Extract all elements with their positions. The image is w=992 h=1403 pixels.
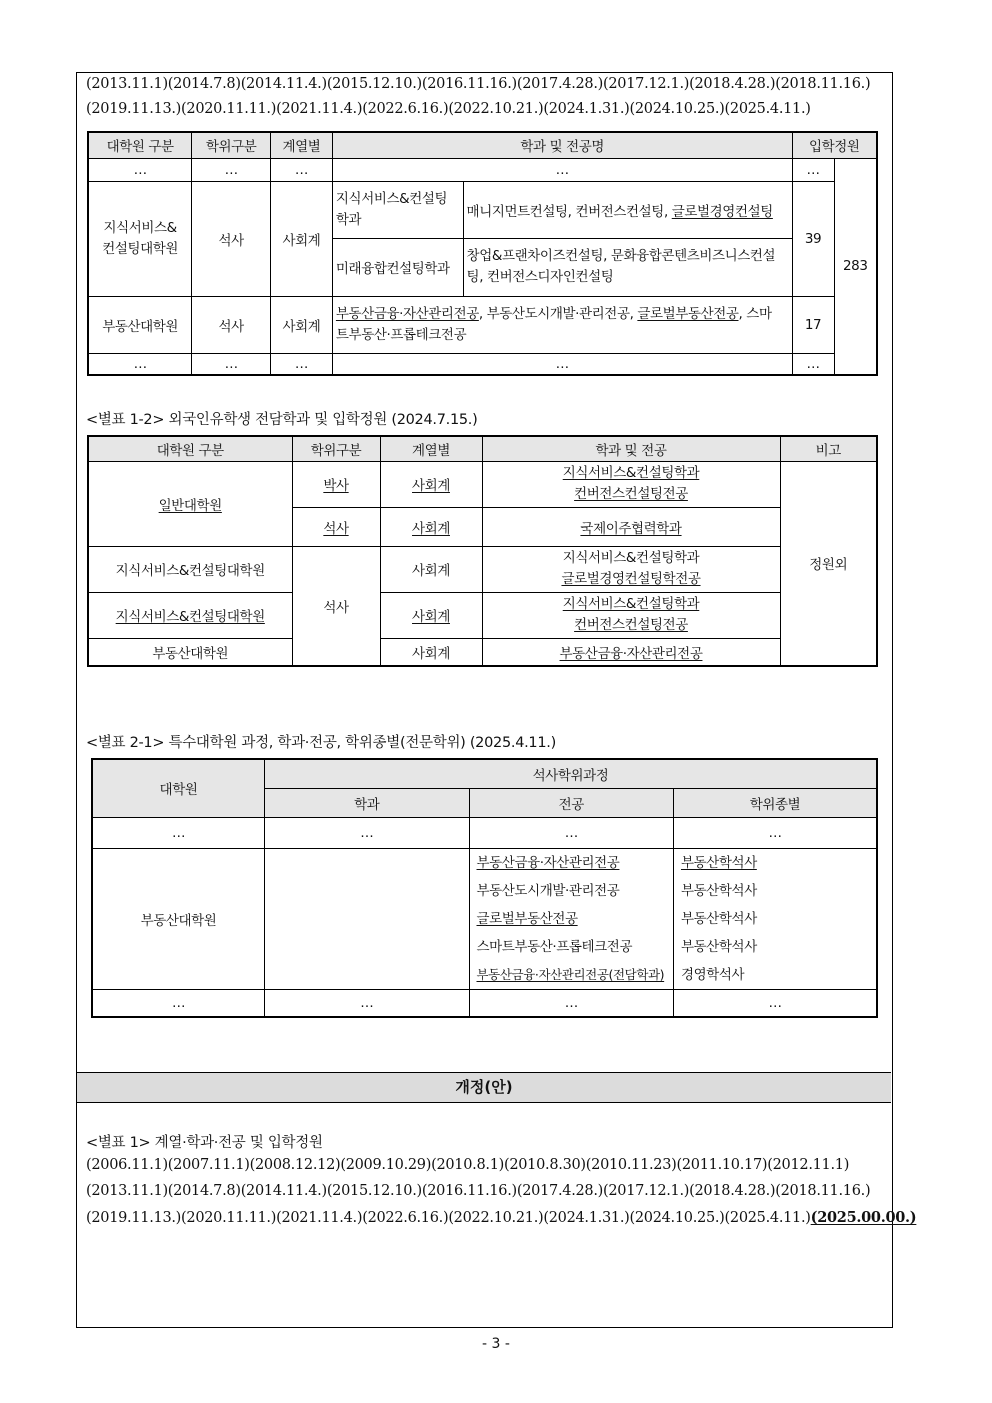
quota-cell: 17	[792, 296, 834, 353]
table-row	[92, 848, 877, 989]
table-header-row	[92, 759, 877, 788]
table-row	[88, 546, 877, 592]
field-cell: 사회계	[271, 181, 333, 296]
field-cell: 사회계	[380, 546, 482, 592]
field-cell: 사회계	[380, 638, 482, 666]
grad-cell	[88, 592, 292, 638]
grad-name: 일반대학원	[158, 497, 222, 514]
revision-dates-line2: (2013.11.1)(2014.7.8)(2014.11.4.)(2015.12.10.)(2016.11.16.)(2017.4.28.)(2017.12.1.)(2018.4.28.)(2018.11.16.)	[86, 1183, 871, 1199]
majors-cell	[469, 848, 673, 989]
majors-line: 트부동산·프롭테크전공	[335, 326, 467, 343]
dept-cell	[482, 592, 780, 638]
note-cell: 정원외	[780, 461, 877, 666]
col-field-header: 계열별	[380, 436, 482, 461]
list-item: 부동산학석사	[680, 882, 757, 899]
field-cell	[380, 507, 482, 546]
table-row	[92, 989, 877, 1017]
dept-cell	[332, 181, 463, 238]
col-dept-header: 학과	[265, 788, 469, 817]
majors-line: 창업&프랜차이즈컨설팅, 문화융합콘텐츠비즈니스컨설	[466, 248, 776, 265]
admission-quota-table	[87, 131, 878, 376]
field-cell	[380, 461, 482, 507]
field-name: 사회계	[412, 520, 450, 537]
grad-name: 지식서비스&컨설팅대학원	[115, 609, 265, 625]
table-header-row	[88, 436, 877, 461]
grad-cell: 부동산대학원	[92, 848, 265, 989]
majors-text: 매니지먼트컨설팅, 컨버전스컨설팅,	[466, 203, 672, 220]
ellipsis-cell: …	[88, 353, 192, 375]
degree-cell: 석사	[192, 181, 271, 296]
dept-name-line: 지식서비스&컨설팅	[335, 190, 448, 207]
degree-cell	[292, 507, 380, 546]
list-item: 부동산금융·자산관리전공	[476, 854, 620, 871]
field-name: 사회계	[412, 609, 450, 625]
list-item: 글로벌부동산전공	[476, 910, 578, 927]
dept-line: 지식서비스&컨설팅학과	[562, 596, 700, 613]
revision-new-date: (2025.00.00.)	[810, 1209, 917, 1226]
majors-cell	[463, 238, 792, 296]
dept-cell	[482, 507, 780, 546]
grad-name-line: 지식서비스&	[103, 219, 177, 236]
dept-cell	[482, 546, 780, 592]
grad-realestate-cell: 부동산대학원	[88, 296, 192, 353]
field-name: 사회계	[412, 478, 450, 494]
ellipsis-cell: …	[192, 158, 271, 181]
ellipsis-cell: …	[92, 817, 265, 848]
list-item: 스마트부동산·프롭테크전공	[476, 938, 633, 955]
foreign-student-table	[87, 435, 878, 667]
table-header-row	[88, 132, 877, 158]
ellipsis-cell: …	[265, 989, 469, 1017]
list-item: 부동산금융·자산관리전공(전담학과)	[476, 966, 665, 982]
majors-text: , 부동산도시개발·관리전공,	[478, 305, 638, 322]
dept-cell	[482, 638, 780, 666]
degree-cell: 석사	[292, 546, 380, 666]
major-underlined: 부동산금융·자산관리전공	[335, 305, 479, 322]
col-quota-header: 입학정원	[792, 132, 877, 158]
list-item: 부동산학석사	[680, 938, 757, 955]
majors-cell	[463, 181, 792, 238]
col-dept-header: 학과 및 전공	[482, 436, 780, 461]
quota-cell: 39	[792, 181, 834, 296]
grad-name-line: 컨설팅대학원	[102, 240, 179, 257]
dept-line: 컨버전스컨설팅전공	[574, 617, 688, 633]
col-grad-header: 대학원	[92, 759, 265, 817]
list-item: 부동산학석사	[680, 910, 757, 927]
col-note-header: 비고	[780, 436, 877, 461]
amendment-dates-line1: (2013.11.1)(2014.7.8)(2014.11.4.)(2015.12.10.)(2016.11.16.)(2017.4.28.)(2017.12.1.)(2018.4.28.)(2018.11.16.)	[86, 76, 871, 92]
degree-name: 석사	[323, 520, 349, 537]
list-item: 경영학석사	[680, 966, 745, 983]
degree-type-table	[91, 758, 878, 1018]
table-row	[88, 353, 877, 375]
table-row	[92, 817, 877, 848]
grad-knowledge-cell	[88, 181, 192, 296]
ellipsis-cell: …	[673, 817, 877, 848]
table-row	[88, 296, 877, 353]
col-dept-header: 학과 및 전공명	[332, 132, 792, 158]
ellipsis-cell: …	[792, 353, 834, 375]
grad-cell: 부동산대학원	[88, 638, 292, 666]
col-degree-type-header: 학위종별	[673, 788, 877, 817]
field-cell: 사회계	[271, 296, 333, 353]
majors-text: , 스마	[738, 305, 772, 322]
ellipsis-cell: …	[332, 158, 792, 181]
revision-dates-line1: (2006.11.1)(2007.11.1)(2008.12.12)(2009.10.29)(2010.8.1)(2010.8.30)(2010.11.23)(2011.10.17)(2012.11.1)	[86, 1157, 850, 1173]
ellipsis-cell: …	[271, 353, 333, 375]
ellipsis-cell: …	[673, 989, 877, 1017]
dept-name: 부동산금융·자산관리전공	[559, 645, 703, 662]
col-major-header: 전공	[469, 788, 673, 817]
ellipsis-cell: …	[469, 817, 673, 848]
dept-cell: 미래융합컨설팅학과	[332, 238, 463, 296]
revision-section-title: 개정(안)	[77, 1072, 891, 1103]
ellipsis-cell: …	[792, 158, 834, 181]
ellipsis-cell: …	[88, 158, 192, 181]
degrees-cell	[673, 848, 877, 989]
table-row	[88, 638, 877, 666]
grad-cell: 지식서비스&컨설팅대학원	[88, 546, 292, 592]
dept-line: 컨버전스컨설팅전공	[574, 486, 688, 502]
degree-name: 박사	[323, 478, 349, 494]
table-row	[88, 592, 877, 638]
major-underlined: 글로벌경영컨설팅	[671, 203, 773, 220]
col-degree-header: 학위구분	[292, 436, 380, 461]
table-row	[88, 158, 877, 181]
ellipsis-cell: …	[332, 353, 792, 375]
dept-line: 지식서비스&컨설팅학과	[562, 550, 700, 567]
majors-cell	[332, 296, 792, 353]
majors-line: 팅, 컨버전스디자인컨설팅	[466, 269, 614, 285]
ellipsis-cell: …	[265, 817, 469, 848]
table-row	[88, 181, 877, 238]
degree-cell: 석사	[192, 296, 271, 353]
major-underlined: 글로벌부동산전공	[637, 305, 739, 322]
table3-caption: <별표 2-1> 특수대학원 과정, 학과·전공, 학위종별(전문학위) (2025.4.11.)	[86, 735, 556, 751]
col-grad-header: 대학원 구분	[88, 132, 192, 158]
ellipsis-cell: …	[271, 158, 333, 181]
field-cell	[380, 592, 482, 638]
list-item: 부동산학석사	[680, 854, 757, 871]
table-row	[88, 461, 877, 507]
revision-caption: <별표 1> 계열·학과·전공 및 입학정원	[86, 1135, 323, 1151]
dept-name-line: 학과	[335, 211, 362, 228]
amendment-dates-line2: (2019.11.13.)(2020.11.11.)(2021.11.4.)(2022.6.16.)(2022.10.21.)(2024.1.31.)(2024.10.25.)(2025.4.11.)	[86, 101, 811, 117]
revision-dates-text: (2019.11.13.)(2020.11.11.)(2021.11.4.)(2022.6.16.)(2022.10.21.)(2024.1.31.)(2024.10.25.)(2025.4.11.)	[86, 1210, 811, 1226]
col-degree-header: 학위구분	[192, 132, 271, 158]
revision-dates-line3	[86, 1209, 916, 1226]
list-item: 부동산도시개발·관리전공	[476, 882, 620, 899]
col-field-header: 계열별	[271, 132, 333, 158]
ellipsis-cell: …	[469, 989, 673, 1017]
page-number: - 3 -	[482, 1336, 510, 1352]
table2-caption: <별표 1-2> 외국인유학생 전담학과 및 입학정원 (2024.7.15.)	[86, 412, 478, 428]
dept-line: 글로벌경영컨설팅학전공	[561, 571, 701, 587]
ellipsis-cell: …	[92, 989, 265, 1017]
dept-cell	[265, 848, 469, 989]
col-grad-header: 대학원 구분	[88, 436, 292, 461]
grad-cell	[88, 461, 292, 546]
dept-cell	[482, 461, 780, 507]
total-quota-cell: 283	[834, 158, 877, 375]
dept-line: 지식서비스&컨설팅학과	[562, 465, 700, 482]
ellipsis-cell: …	[192, 353, 271, 375]
degree-cell	[292, 461, 380, 507]
dept-name: 국제이주협력학과	[580, 520, 682, 537]
col-masters-header: 석사학위과정	[265, 759, 877, 788]
